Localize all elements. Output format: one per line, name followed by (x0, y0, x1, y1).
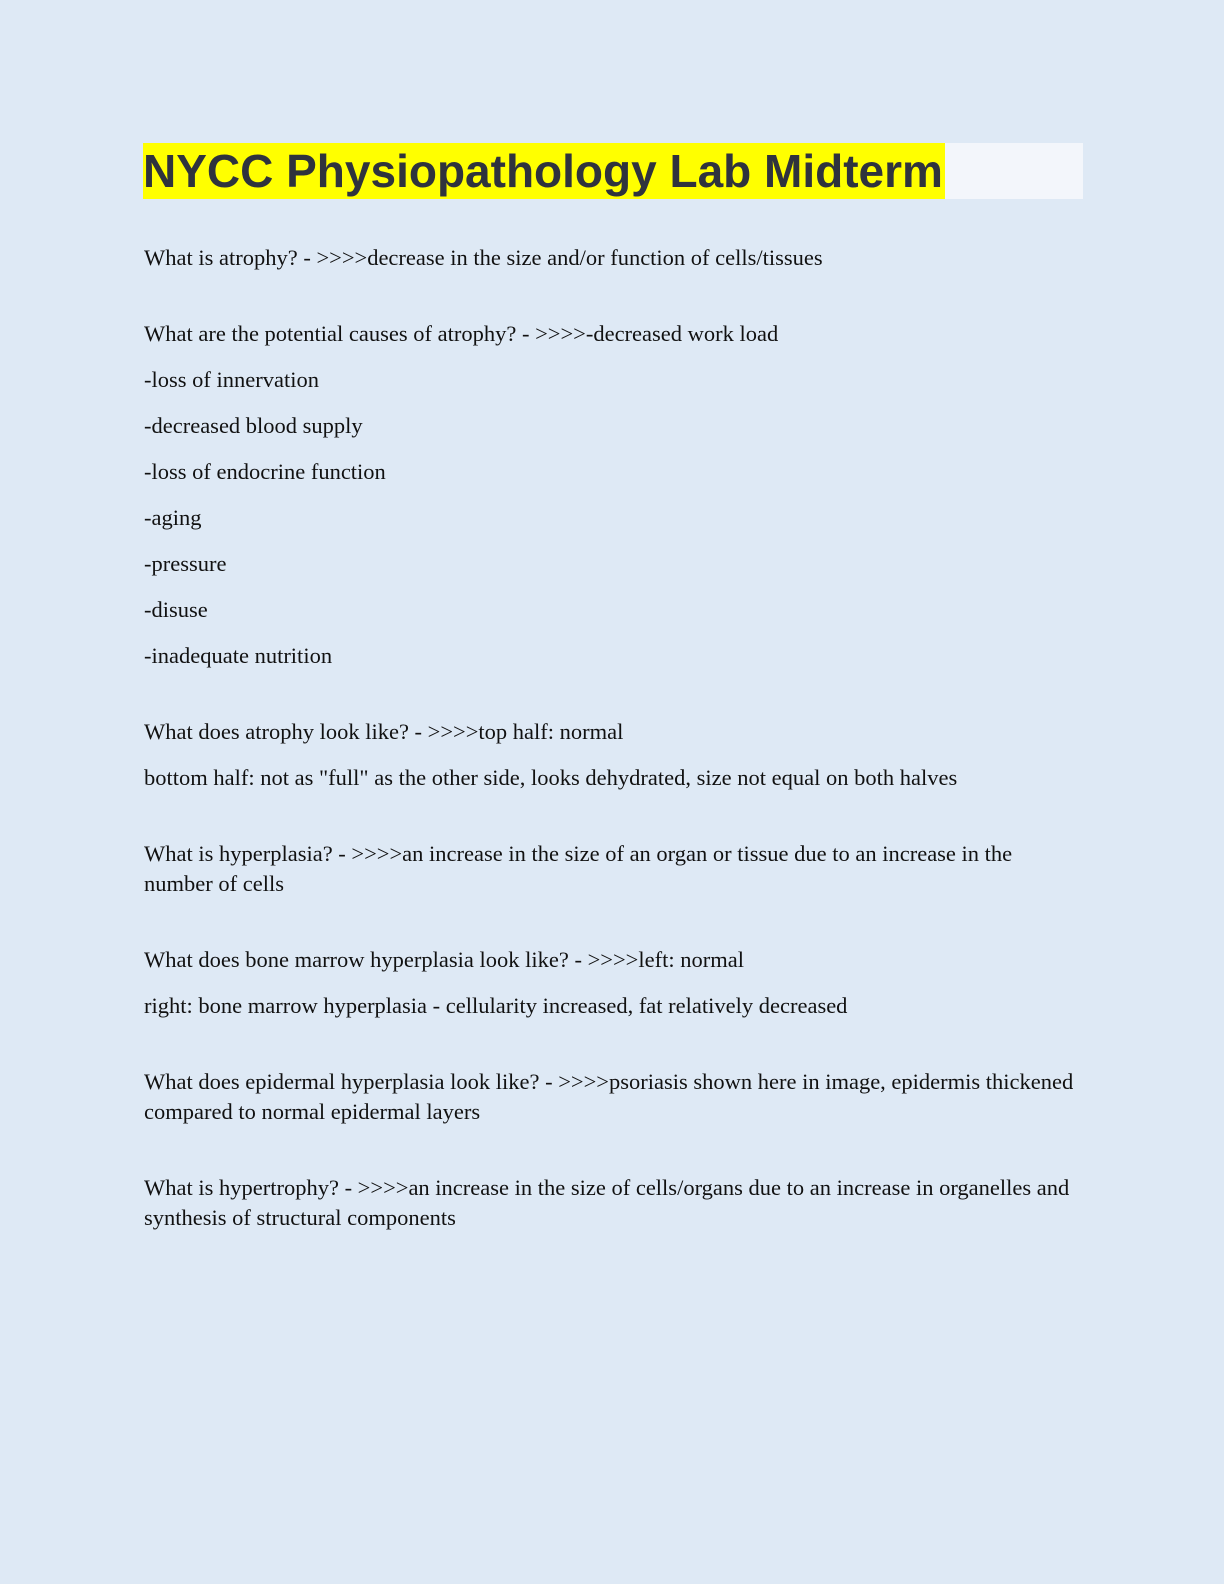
qa-line: What does epidermal hyperplasia look like? - >>>>psoriasis shown here in image, epidermis thickened compared to normal epidermal layers (144, 1069, 1074, 1124)
qa-line: -pressure (144, 551, 227, 576)
qa-atrophy-causes (144, 319, 1084, 671)
document-title: NYCC Physiopathology Lab Midterm (143, 145, 943, 197)
qa-epidermal-hyperplasia (144, 1067, 1084, 1127)
qa-line: -aging (144, 505, 202, 530)
qa-line: -disuse (144, 597, 208, 622)
qa-line: What is hypertrophy? - >>>>an increase in the size of cells/organs due to an increase in organelles and synthesis of structural components (144, 1175, 1070, 1230)
qa-line: -inadequate nutrition (144, 643, 333, 668)
qa-line: What is atrophy? - >>>>decrease in the size and/or function of cells/tissues (144, 245, 823, 270)
qa-line: What does bone marrow hyperplasia look like? - >>>>left: normal (144, 947, 744, 972)
qa-hypertrophy-definition (144, 1173, 1084, 1233)
qa-line: right: bone marrow hyperplasia - cellularity increased, fat relatively decreased (144, 993, 848, 1018)
qa-hyperplasia-definition (144, 839, 1084, 899)
qa-atrophy-definition (144, 243, 1084, 273)
qa-line: What does atrophy look like? - >>>>top half: normal (144, 719, 624, 744)
qa-atrophy-appearance (144, 717, 1084, 793)
qa-line: -loss of innervation (144, 367, 319, 392)
qa-line: What is hyperplasia? - >>>>an increase in the size of an organ or tissue due to an increase in the number of cells (144, 841, 1013, 896)
qa-bone-marrow-hyperplasia (144, 945, 1084, 1021)
qa-content (144, 243, 1084, 1279)
qa-line: -loss of endocrine function (144, 459, 386, 484)
qa-line: bottom half: not as "full" as the other side, looks dehydrated, size not equal on both halves (144, 765, 958, 790)
qa-line: -decreased blood supply (144, 413, 363, 438)
qa-line: What are the potential causes of atrophy? - >>>>-decreased work load (144, 321, 779, 346)
